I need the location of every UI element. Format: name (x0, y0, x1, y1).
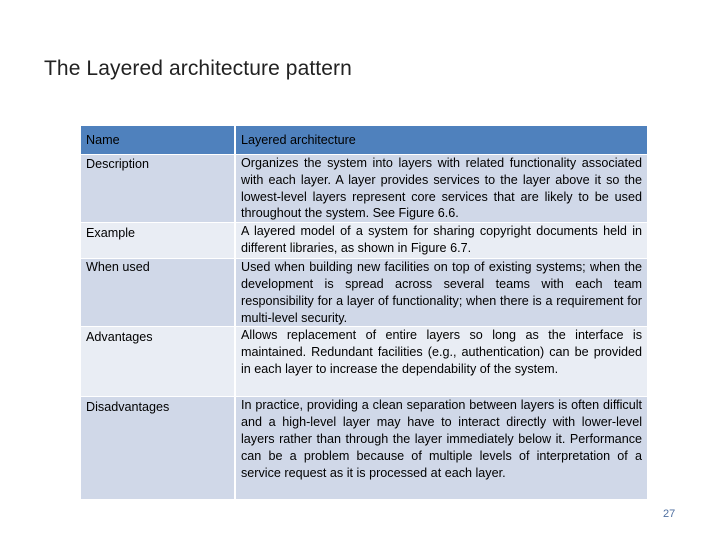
table-header-row (81, 126, 647, 155)
table-row (81, 259, 647, 327)
slide-title: The Layered architecture pattern (44, 57, 352, 80)
row-text-disadvantages: In practice, providing a clean separation between layers is often difficult and a high-level layer may have to interact directly with lower-level layers rather than through the layer immediately below it. Performance can be a problem because of multiple levels of interpretation of a service request as it is processed at each layer. (235, 397, 647, 500)
header-name-value: Layered architecture (235, 126, 647, 155)
row-label-advantages: Advantages (81, 327, 235, 397)
table-row (81, 397, 647, 500)
row-label-example: Example (81, 223, 235, 259)
row-text-example: A layered model of a system for sharing copyright documents held in different libraries, as shown in Figure 6.7. (235, 223, 647, 259)
header-name-label: Name (81, 126, 235, 155)
row-label-disadvantages: Disadvantages (81, 397, 235, 500)
row-text-advantages: Allows replacement of entire layers so long as the interface is maintained. Redundant facilities (e.g., authentication) can be provided in each layer to increase the dependability of the system. (235, 327, 647, 397)
row-label-description: Description (81, 155, 235, 223)
table-row (81, 223, 647, 259)
page-number: 27 (663, 508, 676, 520)
row-text-description: Organizes the system into layers with related functionality associated with each layer. A layer provides services to the layer above it so the lowest-level layers represent core services that are likely to be used throughout the system. See Figure 6.6. (235, 155, 647, 223)
pattern-table (81, 126, 647, 500)
row-text-when-used: Used when building new facilities on top of existing systems; when the development is spread across several teams with each team responsibility for a layer of functionality; when there is a requirement for multi-level security. (235, 259, 647, 327)
row-label-when-used: When used (81, 259, 235, 327)
table-row (81, 155, 647, 223)
table-row (81, 327, 647, 397)
